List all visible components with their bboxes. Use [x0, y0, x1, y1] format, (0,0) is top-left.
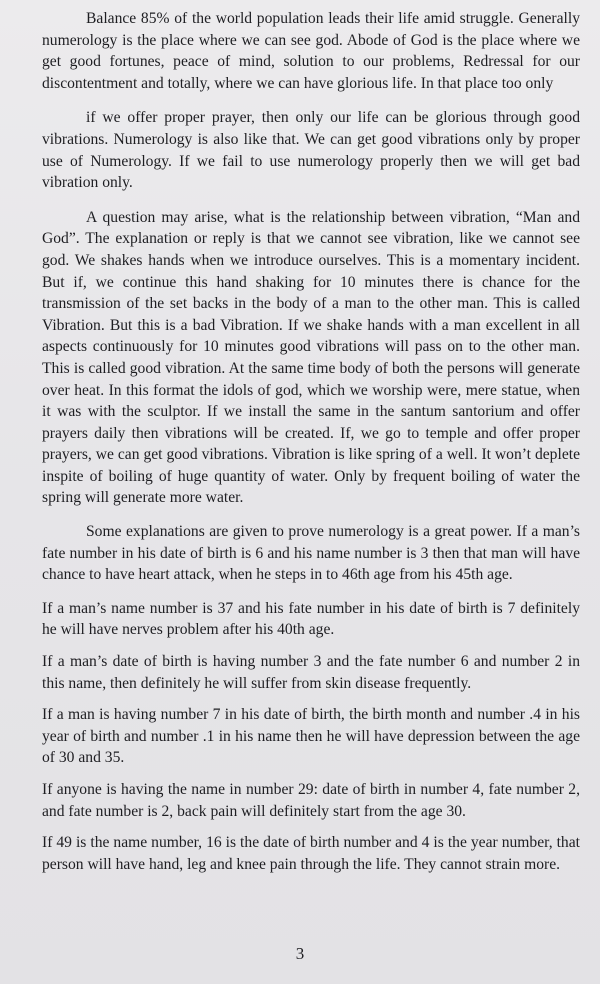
paragraph-intro: Balance 85% of the world population leads their life amid struggle. Generally numerology is the place where we can see god. Abode of God is the place where we get good fortunes, peace of mind, solution to our problems, Redressal for our discontentment and totally, where we can have glorious life. In that place too only: [42, 10, 580, 92]
paragraph-example-depression: If a man is having number 7 in his date of birth, the birth month and number .4 in his year of birth and number .1 in his name then he will have depression between the age of 30 and 35.: [42, 706, 580, 767]
paragraph-example-back-pain: If anyone is having the name in number 29: date of birth in number 4, fate number 2, and fate number is 2, back pain will definitely start from the age 30.: [42, 781, 580, 820]
paragraph-vibration-explanation: A question may arise, what is the relationship between vibration, “Man and God”. The explanation or reply is that we cannot see vibration, like we cannot see god. We shakes hands when we introduce ourselves. This is a momentary incident. But if, we continue this hand shaking for 10 minutes there is chance for the transmission of the set backs in the body of a man to the other man. This is called Vibration. But this is a bad Vibration. If we shake hands with a man excellent in all aspects continuously for 10 minutes good vibrations will pass on to the other man. This is called good vibration. At the same time body of both the persons will generate over heat. In this format the idols of god, which we worship were, mere statue, when it was with the sculptor. If we install the same in the santum santorium and offer prayers daily then vibrations will be created. If, we go to temple and offer proper prayers, we can get good vibrations. Vibration is like spring of a well. It won’t deplete inspite of boiling of huge quantity of water. Only by frequent boiling of water the spring will generate more water.: [42, 208, 580, 507]
paragraph-numerology-power: Some explanations are given to prove numerology is a great power. If a man’s fate number in his date of birth is 6 and his name number is 3 then that man will have chance to have heart attack, when he steps in to 46th age from his 45th age.: [42, 523, 580, 584]
paragraph-prayer-vibrations: if we offer proper prayer, then only our life can be glorious through good vibrations. Numerology is also like that. We can get good vibrations only by proper use of Numerology. If we fail to use numerology properly then we will get bad vibration only.: [42, 109, 580, 192]
paragraph-example-joint-pain: If 49 is the name number, 16 is the date of birth number and 4 is the year number, that person will have hand, leg and knee pain through the life. They cannot strain more.: [42, 834, 580, 873]
paragraph-example-nerves: If a man’s name number is 37 and his fate number in his date of birth is 7 definitely he will have nerves problem after his 40th age.: [42, 599, 580, 639]
paragraph-example-skin: If a man’s date of birth is having number 3 and the fate number 6 and number 2 in this name, then definitely he will suffer from skin disease frequently.: [42, 653, 580, 692]
page-number: 3: [295, 944, 305, 963]
